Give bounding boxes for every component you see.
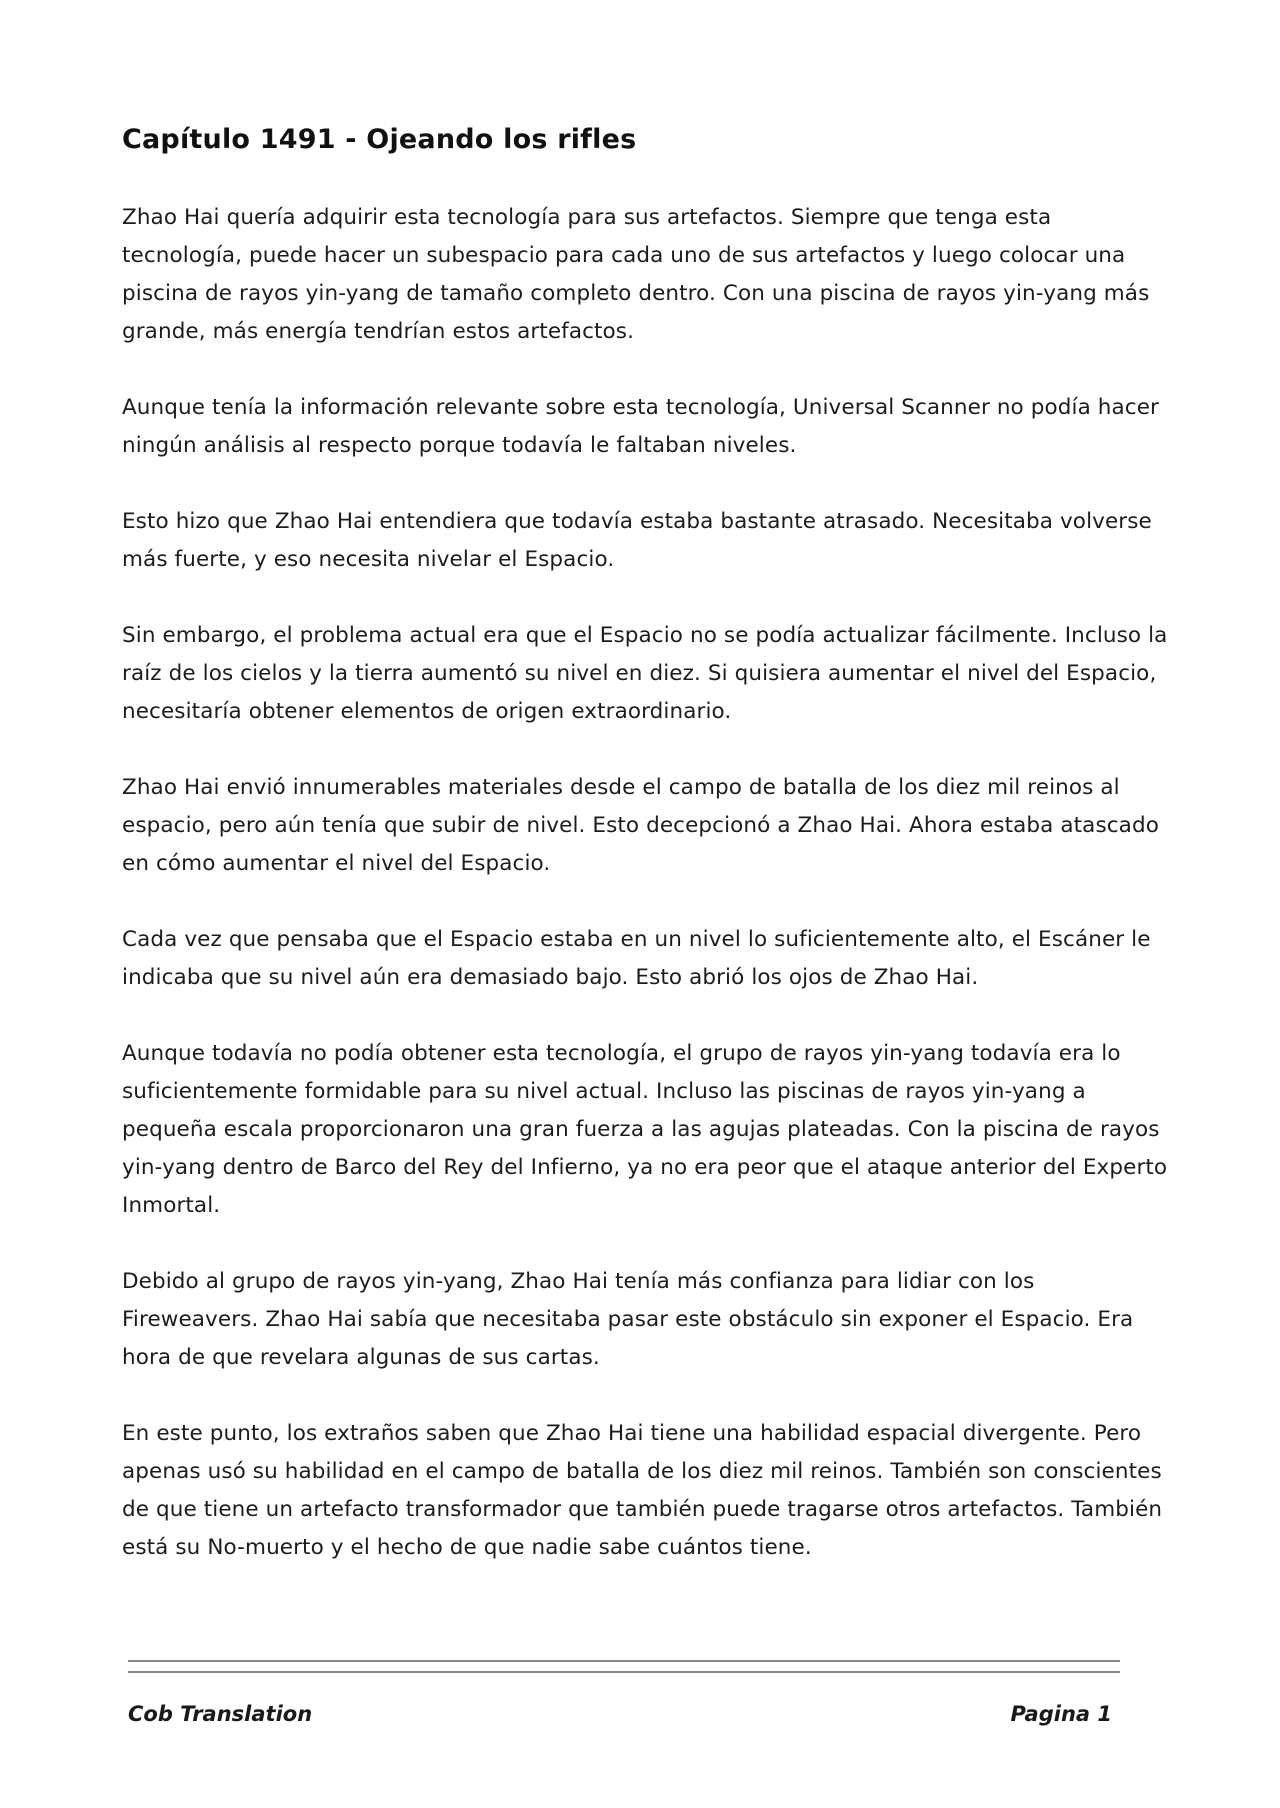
paragraph: Aunque todavía no podía obtener esta tecnología, el grupo de rayos yin-yang todavía era lo suficientemente formidable para su nivel actual. Incluso las piscinas de rayos yin-yang a pequeña escala proporcionaron una gran fuerza a las agujas plateadas. Con la piscina de rayos yin-yang dentro de Barco del Rey del Infierno, ya no era peor que el ataque anterior del Experto Inmortal. [122,1041,1168,1218]
footer-divider-top [128,1660,1120,1662]
chapter-body [122,199,1172,1605]
paragraph: Esto hizo que Zhao Hai entendiera que todavía estaba bastante atrasado. Necesitaba volverse más fuerte, y eso necesita nivelar el Espacio. [122,509,1152,572]
footer-page-number: Pagina 1 [1010,1702,1112,1726]
paragraph: Cada vez que pensaba que el Espacio estaba en un nivel lo suficientemente alto, el Escáner le indicaba que su nivel aún era demasiado bajo. Esto abrió los ojos de Zhao Hai. [122,927,1151,990]
chapter-title: Capítulo 1491 - Ojeando los rifles [122,124,637,155]
paragraph: Zhao Hai quería adquirir esta tecnología para sus artefactos. Siempre que tenga esta tecnología, puede hacer un subespacio para cada uno de sus artefactos y luego colocar una piscina de rayos yin-yang de tamaño completo dentro. Con una piscina de rayos yin-yang más grande, más energía tendrían estos artefactos. [122,205,1150,344]
footer-divider-bottom [128,1671,1120,1673]
footer-translator-credit: Cob Translation [128,1702,313,1726]
paragraph: En este punto, los extraños saben que Zhao Hai tiene una habilidad espacial divergente. Pero apenas usó su habilidad en el campo de batalla de los diez mil reinos. También son conscientes de que tiene un artefacto transformador que también puede tragarse otros artefactos. También está su No-muerto y el hecho de que nadie sabe cuántos tiene. [122,1421,1163,1560]
paragraph: Zhao Hai envió innumerables materiales desde el campo de batalla de los diez mil reinos al espacio, pero aún tenía que subir de nivel. Esto decepcionó a Zhao Hai. Ahora estaba atascado en cómo aumentar el nivel del Espacio. [122,775,1159,876]
paragraph: Sin embargo, el problema actual era que el Espacio no se podía actualizar fácilmente. Incluso la raíz de los cielos y la tierra aumentó su nivel en diez. Si quisiera aumentar el nivel del Espacio, necesitaría obtener elementos de origen extraordinario. [122,623,1168,724]
paragraph: Debido al grupo de rayos yin-yang, Zhao Hai tenía más confianza para lidiar con los Fireweavers. Zhao Hai sabía que necesitaba pasar este obstáculo sin exponer el Espacio. Era hora de que revelara algunas de sus cartas. [122,1269,1134,1370]
paragraph: Aunque tenía la información relevante sobre esta tecnología, Universal Scanner no podía hacer ningún análisis al respecto porque todavía le faltaban niveles. [122,395,1159,458]
